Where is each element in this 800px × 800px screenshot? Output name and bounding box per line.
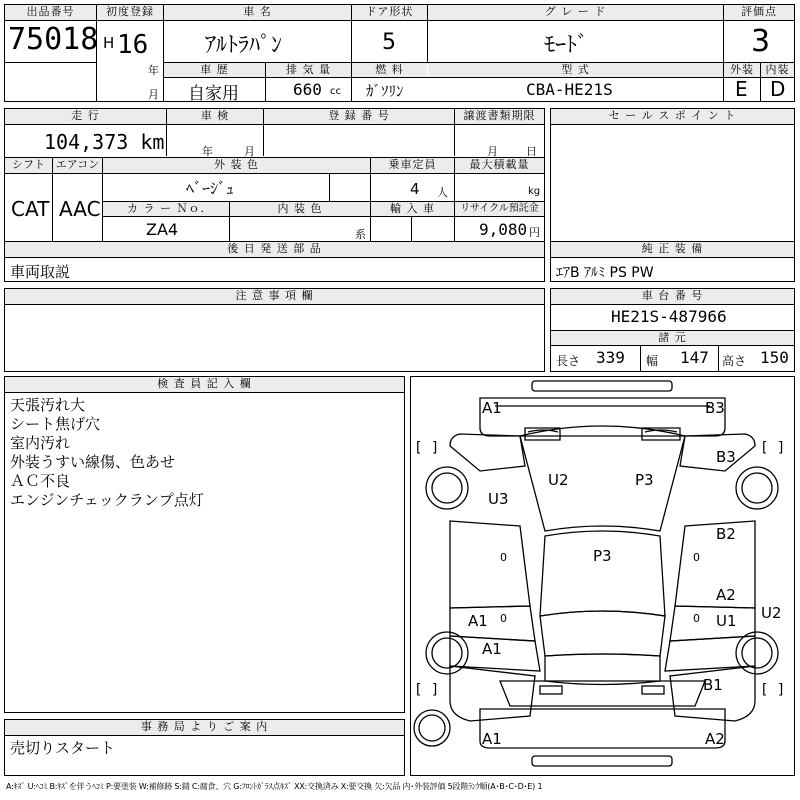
int-color-label: 内 装 色 [230,202,370,216]
width-value: 147 [680,348,709,367]
damage-mark-left-quarter: A1 [468,612,488,630]
inspection-label: 車 検 [167,109,263,124]
length-value: 339 [596,348,625,367]
damage-mark-front-left: A1 [482,399,502,417]
displacement-label: 排 気 量 [266,63,351,77]
damage-mark-right-rear-wheel: B1 [703,676,723,694]
later-parts-box [4,241,545,282]
height-value: 150 [760,348,789,367]
inspector-label: 検 査 員 記 入 欄 [5,377,404,392]
lot-number: 75018 [8,22,99,57]
lot-label: 出品番号 [5,5,96,20]
right-front-bracket: [ ] [760,440,786,456]
car-outline-diagram [410,376,795,776]
damage-mark-left-door: U3 [488,490,509,508]
damage-mark-roof: P3 [593,547,612,565]
damage-mark-right-fender: B3 [716,448,736,466]
right-front-door [675,521,755,608]
import-label: 輸 入 車 [371,202,454,216]
damage-mark-right-door: B2 [716,525,736,543]
left-front-bracket: [ ] [414,440,440,456]
displacement-unit: cc [330,86,341,97]
recycle-fee: 9,080 [479,220,528,239]
car-name: ｱﾙﾄﾗﾊﾟﾝ [205,33,283,58]
exterior-grade: E [735,77,748,101]
damage-mark-front-right: B3 [705,399,725,417]
later-parts-value: 車両取説 [10,263,71,281]
hood-outline [520,426,685,531]
left-rear-bracket: [ ] [414,682,440,698]
first-reg-label: 初度登録 [97,5,163,20]
mileage: 104,373 km [44,130,165,154]
ext-color-label: 外 装 色 [103,158,370,173]
grade: ﾓｰﾄﾞ [544,33,589,58]
int-color-unit: 系 [355,228,366,241]
sales-point-label: セ ー ル ス ポ イ ン ト [551,109,794,124]
interior-grade: D [770,77,786,101]
later-parts-label: 後 日 発 送 部 品 [5,242,544,257]
damage-mark-hood-right: P3 [635,471,654,489]
remark-line: 天張汚れ大 [10,396,86,414]
small-zero-left-rear: 0 [500,612,507,625]
damage-mark-left-rear-wheel: A1 [482,640,502,658]
score-label: 評価点 [724,5,794,20]
genuine-value: ｴｱB ｱﾙﾐ PS PW [556,265,654,281]
fuel-label: 燃 料 [352,63,427,77]
interior-label: 内装 [761,63,794,77]
car-name-label: 車 名 [164,5,351,20]
seats-label: 乗車定員 [371,158,454,173]
seats: 4 [410,180,420,198]
front-bumper-outline [532,381,672,391]
dimensions-label: 諸 元 [551,331,794,345]
left-front-fender [450,434,525,471]
first-reg-year: 16 [117,30,149,60]
length-label: 長さ [556,354,581,368]
chassis-label: 車 台 番 号 [551,289,794,304]
notes-label: 注 意 事 項 欄 [5,289,544,304]
legend-footer: A:ｷｽﾞ U:ﾍｺﾐ B:ｷｽﾞを伴うﾍｺﾐ P:要塗装 W:補修跡 S:錆 C:腐食、穴 G:ﾌﾛﾝﾄｶﾞﾗｽ点ｷｽﾞ XX:交換済み X:要交換 欠:欠品 内･外装評価 5段階ﾗﾝｸ順(A･B･C･D･E) 1 [6,782,543,791]
damage-mark-right-quarter-u: U1 [716,612,737,630]
genuine-label: 純 正 装 備 [551,242,794,257]
seats-unit: 人 [437,186,448,199]
ext-color: ﾍﾞｰｼﾞｭ [186,179,235,198]
color-no-label: カ ラ ー Ｎｏ. [103,202,229,216]
small-zero-right-rear: 0 [693,612,700,625]
damage-mark-hood-left: U2 [548,471,569,489]
max-load-unit: kg [528,186,541,197]
damage-mark-right-quarter-a: A2 [716,586,736,604]
damage-mark-rear-left: A1 [482,730,502,748]
door-label: ドア形状 [352,5,427,20]
remark-line: シート焦げ穴 [10,415,101,433]
mileage-label: 走 行 [5,109,166,124]
remark-line: 室内汚れ [10,434,71,452]
front-panel-outline [480,398,725,436]
registration-label: 登 録 番 号 [264,109,454,124]
recycle-unit: 円 [529,226,540,239]
office-value: 売切りスタート [10,739,116,757]
month-unit: 月 [148,88,159,101]
rear-bumper-outline [480,709,725,748]
damage-mark-rear-right: A2 [705,730,725,748]
remark-line: ＡＣ不良 [10,472,71,490]
era: H [103,34,115,52]
fuel: ｶﾞｿﾘﾝ [366,82,404,100]
model-code: CBA-HE21S [526,80,613,99]
height-label: 高さ [722,354,747,368]
ac-label: エアコン [53,158,102,173]
transfer-deadline-label: 譲渡書類期限 [455,109,544,124]
small-zero-right: 0 [693,551,700,564]
shift: CAT [11,197,50,221]
office-label: 事 務 局 よ り ご 案 内 [5,720,404,735]
color-no: ZA4 [146,220,179,239]
doors: 5 [382,30,396,55]
shift-label: シフト [5,158,52,173]
right-rear-bracket: [ ] [760,682,786,698]
width-label: 幅 [646,354,659,368]
left-front-door [450,521,530,608]
exterior-label: 外装 [724,63,760,77]
sales-point-box [550,108,795,256]
damage-mark-right-side-u: U2 [761,604,782,622]
history-label: 車 歴 [164,63,265,77]
max-load-label: 最大積載量 [455,158,544,173]
recycle-label: リサイクル預託金 [455,202,544,216]
transfer-month: 月 [487,145,498,158]
inspection-month: 月 [244,145,255,158]
left-rear-quarter [450,666,535,721]
chassis-number: HE21S-487966 [611,307,727,326]
roof-outline [540,531,665,616]
inspection-year: 年 [202,145,213,158]
remark-line: 外装うすい線傷、色あせ [10,453,176,471]
grade-label: グ レ ー ド [428,5,723,20]
displacement: 660 [293,80,322,99]
transfer-day: 日 [526,145,537,158]
history: 自家用 [188,84,239,104]
score: 3 [751,24,771,59]
small-zero-left: 0 [500,551,507,564]
ac: AAC [59,197,101,221]
year-unit: 年 [148,64,159,77]
inspector-remarks [10,396,204,510]
model-label: 型 式 [428,63,723,77]
remark-line: エンジンチェックランプ点灯 [10,491,204,509]
